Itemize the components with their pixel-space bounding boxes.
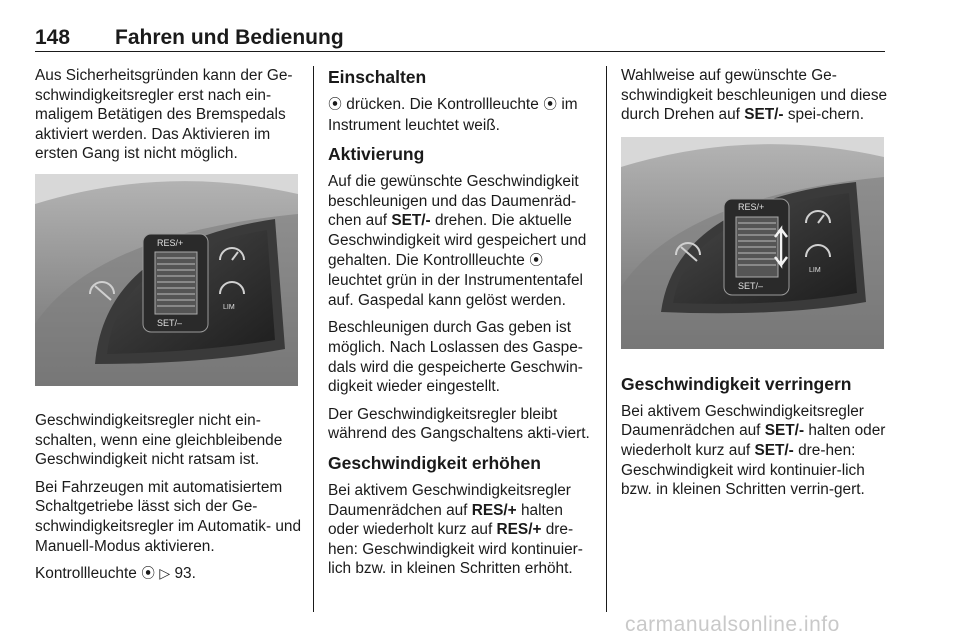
column-3 (621, 66, 889, 508)
column-2 (328, 66, 593, 587)
set-label: SET/– (738, 280, 764, 291)
paragraph-accelerate: Beschleunigen durch Gas geben ist möglich. Nach Loslassen des Gaspe-dals wird die gespeicherte Geschwin-digkeit wieder eingestellt. (328, 319, 583, 396)
page-reference-icon: ▷ (159, 566, 171, 583)
set-label: SET/– (157, 317, 183, 328)
heading-aktivierung: Aktivierung (328, 144, 425, 165)
heading-erhoehen: Geschwindigkeit erhöhen (328, 452, 541, 473)
paragraph-control-lamp: Kontrollleuchte ⦿ ▷ 93. (35, 565, 196, 583)
paragraph-gear-change: Der Geschwindigkeitsregler bleibt während des Gangschaltens akti-viert. (328, 405, 590, 443)
cruise-control-icon: ⦿ (141, 566, 156, 583)
paragraph-automated-gearbox: Bei Fahrzeugen mit automatisiertem Schaltgetriebe lässt sich der Ge-schwindigkeitsregler im Automatik- und Manuell-Modus aktivieren. (35, 478, 302, 555)
lim-label: LIM (223, 303, 235, 311)
page-header (35, 20, 885, 50)
column-divider-1 (313, 66, 314, 612)
steering-wheel-controls-image (35, 174, 298, 386)
cruise-control-icon: ⦿ (529, 252, 544, 269)
thumbwheel-drawing (621, 137, 884, 349)
column-divider-2 (606, 66, 607, 612)
paragraph-erhoehen: Bei aktivem Geschwindigkeitsregler Daumenrädchen auf RES/+ halten oder wiederholt kurz auf RES/+ dre-hen: Geschwindigkeit wird kontinuier-lich bzw. in kleinen Schritten erhöht. (328, 481, 583, 578)
cruise-control-icon: ⦿ (543, 97, 558, 113)
paragraph-aktivierung: Auf die gewünschte Geschwindigkeit beschleunigen und das Daumenräd-chen auf SET/- drehen. Die aktuelle Geschwindigkeit wird gespeichert und gehalten. Die Kontrollleuchte ⦿ leuchtet grün in der Instrumententafel auf. Gaspedal kann gelöst werden. (328, 173, 587, 309)
page-title: Fahren und Bedienung (115, 26, 344, 49)
paragraph-einschalten: ⦿ drücken. Die Kontrollleuchte ⦿ im Instrument leuchtet weiß. (328, 96, 578, 134)
page-number: 148 (35, 26, 71, 49)
res-label: RES/+ (738, 201, 765, 212)
intro-paragraph: Aus Sicherheitsgründen kann der Ge-schwindigkeitsregler erst nach ein-maligem Betätigen des Bremspedals aktiviert werden. Das Aktivieren im ersten Gang ist nicht möglich. (35, 67, 293, 163)
heading-einschalten: Einschalten (328, 67, 427, 87)
column-1 (35, 66, 303, 593)
res-label: RES/+ (157, 237, 184, 248)
watermark[interactable]: carmanualsonline.info (625, 613, 840, 636)
heading-verringern: Geschwindigkeit verringern (621, 373, 852, 394)
header-rule (35, 51, 885, 52)
thumbwheel-image (621, 137, 884, 349)
steering-wheel-controls-drawing (35, 174, 298, 386)
paragraph-not-advisable: Geschwindigkeitsregler nicht ein-schalten, wenn eine gleichbleibende Geschwindigkeit nicht ratsam ist. (35, 411, 283, 469)
paragraph-store-speed: Wahlweise auf gewünschte Ge-schwindigkeit beschleunigen und diese durch Drehen auf SET/- spei-chern. (621, 67, 888, 124)
paragraph-verringern: Bei aktivem Geschwindigkeitsregler Daumenrädchen auf SET/- halten oder wiederholt kurz auf SET/- dre-hen: Geschwindigkeit wird kontinuier-lich bzw. in kleinen Schritten verrin-gert. (621, 402, 886, 499)
lim-label: LIM (809, 266, 821, 274)
cruise-control-icon: ⦿ (328, 97, 342, 113)
